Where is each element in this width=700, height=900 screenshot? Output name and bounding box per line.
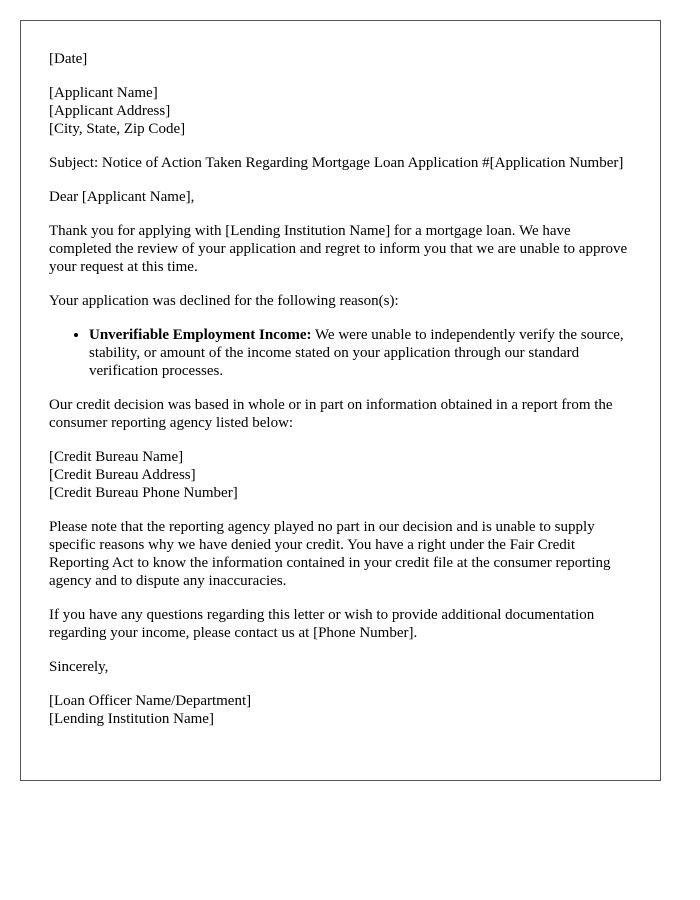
loan-officer: [Loan Officer Name/Department] xyxy=(49,693,252,709)
applicant-address: [Applicant Address] xyxy=(49,103,171,119)
recipient-address-block xyxy=(49,84,632,138)
salutation: Dear [Applicant Name], xyxy=(49,189,195,205)
applicant-city-state-zip: [City, State, Zip Code] xyxy=(49,121,186,137)
applicant-name: [Applicant Name] xyxy=(49,85,158,101)
lending-institution: [Lending Institution Name] xyxy=(49,711,214,727)
reason-text: We were unable to independently verify the source, stability, or amount of the income stated on your application through our standard verification processes. xyxy=(89,327,624,379)
reason-item xyxy=(89,326,632,380)
bureau-name: [Credit Bureau Name] xyxy=(49,449,184,465)
contact-paragraph: If you have any questions regarding this letter or wish to provide additional documentation regarding your income, please contact us at [Phone Number]. xyxy=(49,607,595,641)
credit-bureau-block xyxy=(49,448,632,502)
signature-block xyxy=(49,692,632,728)
reasons-list xyxy=(49,326,632,380)
letter xyxy=(20,20,661,781)
bureau-phone: [Credit Bureau Phone Number] xyxy=(49,485,238,501)
agency-note-paragraph: Please note that the reporting agency played no part in our decision and is unable to supply specific reasons why we have denied your credit. You have a right under the Fair Credit Reporting Act to know the information contained in your credit file at the consumer reporting agency and to dispute any inaccuracies. xyxy=(49,519,611,589)
letter-date: [Date] xyxy=(49,51,88,67)
intro-paragraph: Thank you for applying with [Lending Institution Name] for a mortgage loan. We have completed the review of your application and regret to inform you that we are unable to approve your request at this time. xyxy=(49,223,628,275)
reason-title: Unverifiable Employment Income: xyxy=(89,327,312,343)
closing: Sincerely, xyxy=(49,659,109,675)
credit-basis-paragraph: Our credit decision was based in whole or in part on information obtained in a report from the consumer reporting agency listed below: xyxy=(49,397,613,431)
reasons-intro: Your application was declined for the following reason(s): xyxy=(49,293,399,309)
letter-subject: Subject: Notice of Action Taken Regarding Mortgage Loan Application #[Application Number] xyxy=(49,155,624,171)
bureau-address: [Credit Bureau Address] xyxy=(49,467,196,483)
